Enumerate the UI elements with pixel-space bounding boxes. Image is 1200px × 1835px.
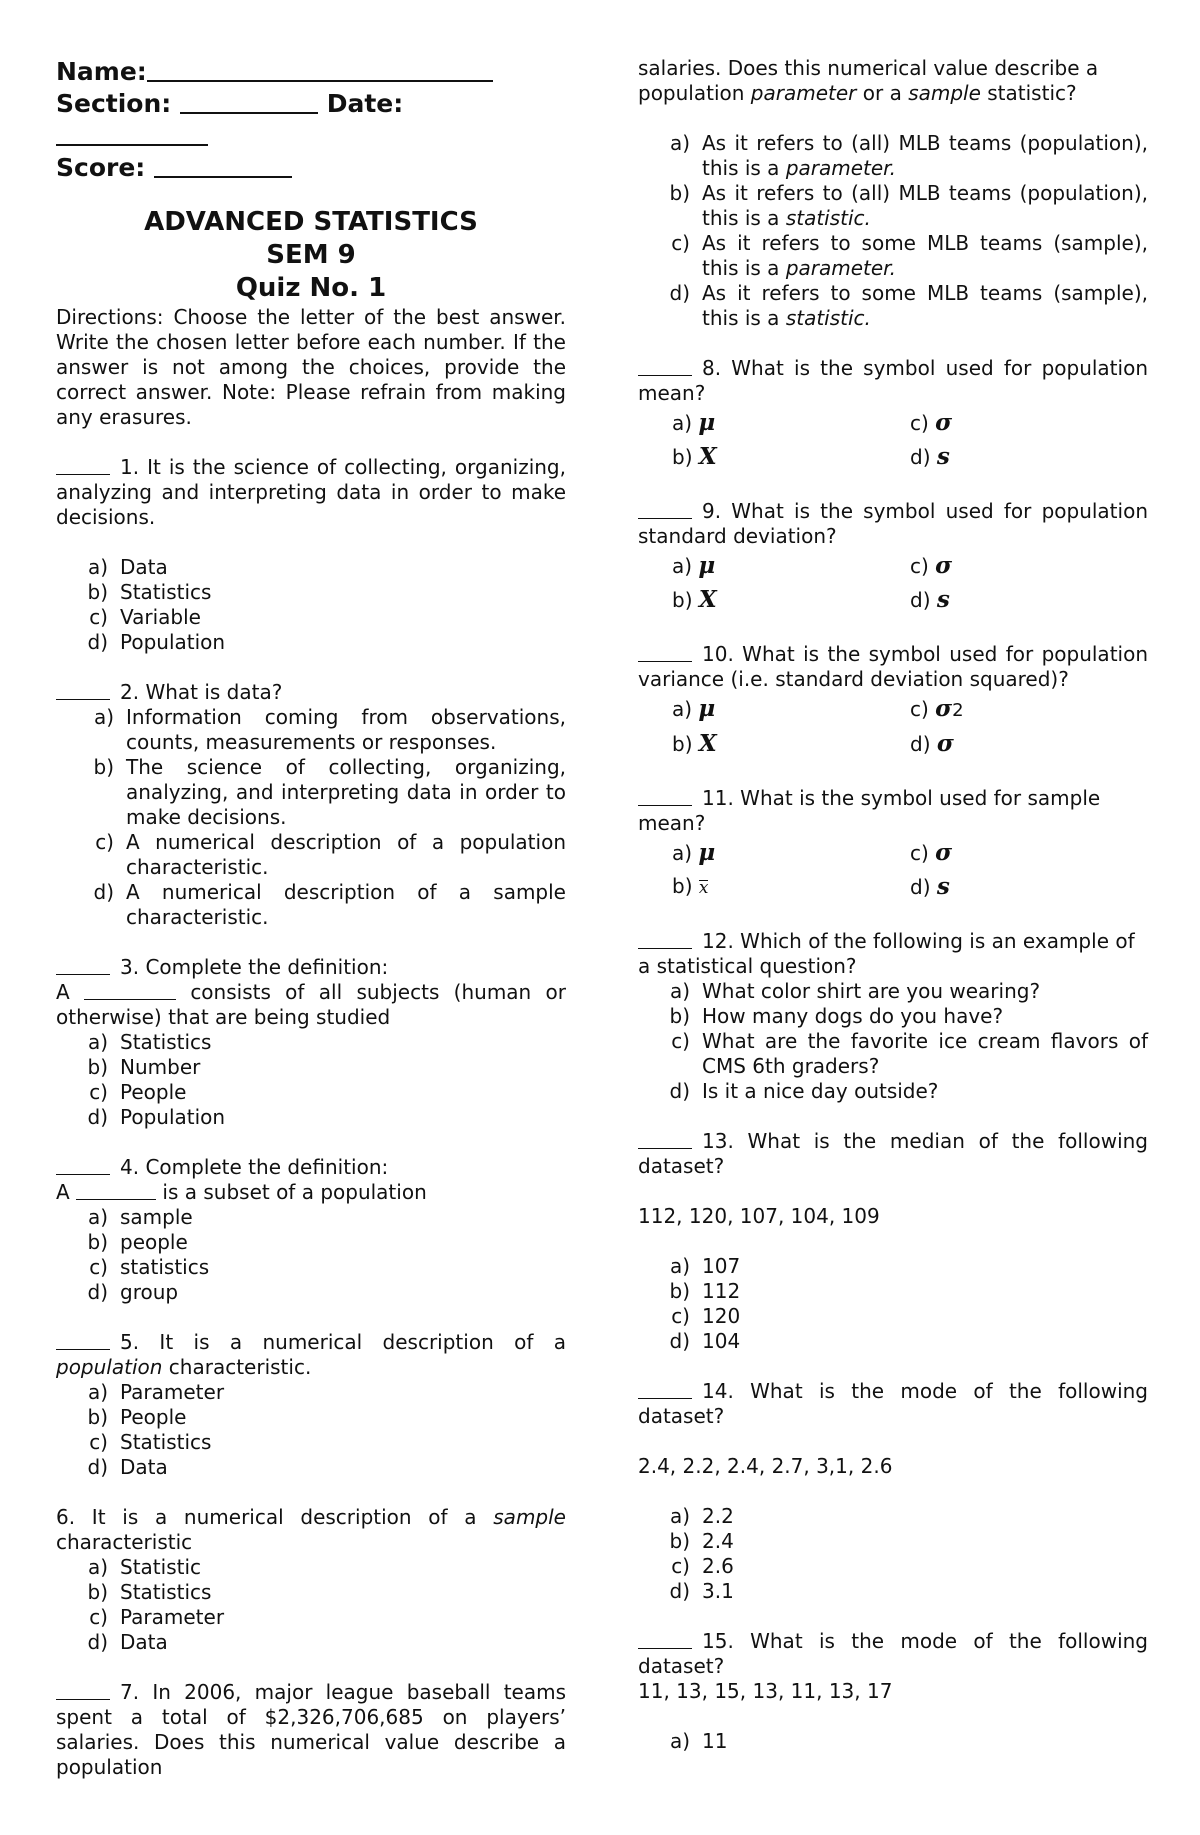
question-7-continued: salaries. Does this numerical value describe a population parameter or a sample statistic?: [638, 56, 1099, 105]
option: d) s: [910, 443, 950, 470]
name-line: [56, 56, 566, 88]
title-subject: ADVANCED STATISTICS: [144, 207, 478, 237]
x-bar-symbol: x: [698, 878, 709, 898]
option: d) 104: [669, 1329, 741, 1353]
question-14: 14. What is the mode of the following dataset?: [638, 1379, 1148, 1428]
question-3: [56, 955, 566, 980]
question-14-dataset: 2.4, 2.2, 2.4, 2.7, 3,1, 2.6: [638, 1454, 893, 1478]
option: b) The science of collecting, organizing, analyzing, and interpreting data in order to make decisions.: [93, 755, 566, 829]
option: b) people: [87, 1230, 188, 1254]
x-symbol: X: [698, 443, 717, 470]
sigma-symbol: σ: [935, 552, 953, 579]
x-symbol: X: [698, 730, 717, 757]
name-label: Name:: [56, 57, 147, 86]
option: b) X: [672, 730, 717, 757]
question-2-text: 2. What is data?: [120, 680, 283, 704]
option: d) s: [910, 586, 950, 613]
mu-symbol: μ: [698, 409, 716, 436]
answer-blank-7[interactable]: [56, 1681, 110, 1700]
question-4: [56, 1155, 566, 1180]
option: c) What are the favorite ice cream flavors of CMS 6th graders?: [671, 1029, 1148, 1078]
question-15: 15. What is the mode of the following dataset?: [638, 1629, 1148, 1678]
sigma-symbol: σ: [936, 730, 954, 757]
question-3-text: 3. Complete the definition:: [120, 955, 389, 979]
score-label: Score:: [56, 153, 146, 182]
question-5: 5. It is a numerical description of a population characteristic.: [56, 1330, 566, 1379]
option: a) μ: [672, 552, 716, 579]
option: c) 120: [671, 1304, 741, 1328]
date-blank[interactable]: [56, 122, 208, 146]
option: c) Parameter: [89, 1605, 225, 1629]
option: a) 107: [669, 1254, 741, 1278]
section-date-line: [56, 88, 566, 120]
option: b) x: [672, 874, 709, 898]
option: b) X: [672, 443, 717, 470]
score-line: [56, 152, 566, 184]
question-15-dataset: 11, 13, 15, 13, 11, 13, 17: [638, 1679, 893, 1703]
question-1: [56, 455, 566, 530]
option: c) 2.6: [671, 1554, 734, 1578]
question-1-text: 1. It is the science of collecting, organizing, analyzing and interpreting data in order to make decisions.: [56, 455, 566, 529]
option: c) σ: [910, 839, 953, 866]
question-3-definition: A consists of all subjects (human or otherwise) that are being studied: [56, 980, 567, 1029]
superscript-2: 2: [952, 700, 964, 721]
answer-blank-5[interactable]: [56, 1331, 110, 1350]
question-10-options: [638, 692, 1148, 761]
option: a) μ: [672, 839, 716, 866]
answer-blank-1[interactable]: [56, 456, 110, 475]
option: a) μ: [672, 695, 716, 722]
option: d) s: [910, 873, 950, 900]
question-12-options: [638, 979, 1148, 1104]
section-label: Section:: [56, 89, 172, 118]
option: a) As it refers to (all) MLB teams (population), this is a parameter.: [669, 131, 1148, 180]
left-column: [56, 56, 567, 1779]
option: d) Population: [87, 1105, 226, 1129]
answer-blank-14[interactable]: [638, 1380, 692, 1399]
option: d) Is it a nice day outside?: [669, 1079, 939, 1103]
question-4-definition: A is a subset of a population: [56, 1180, 427, 1204]
option: d) As it refers to some MLB teams (sample), this is a statistic.: [669, 281, 1148, 330]
answer-blank-8[interactable]: [638, 357, 692, 376]
question-1-options: [56, 555, 566, 655]
option: d) σ: [910, 730, 954, 757]
option: d) A numerical description of a sample characteristic.: [93, 880, 566, 929]
answer-blank-15[interactable]: [638, 1630, 692, 1649]
definition-blank-4[interactable]: [76, 1181, 156, 1200]
question-7-text: 7. In 2006, major league baseball teams spent a total of $2,326,706,685 on players’ salaries. Does this numerical value describe a population: [56, 1680, 566, 1779]
sigma-symbol: σ: [935, 695, 953, 722]
mu-symbol: μ: [698, 552, 716, 579]
option: a) Statistic: [87, 1555, 202, 1579]
question-4-options: [56, 1205, 566, 1305]
question-6: 6. It is a numerical description of a sample characteristic: [56, 1505, 566, 1554]
option: b) People: [87, 1405, 187, 1429]
question-5-options: [56, 1380, 566, 1480]
question-8: 8. What is the symbol used for population mean?: [638, 356, 1148, 405]
question-14-options: [638, 1504, 1148, 1604]
question-8-options: [638, 406, 1148, 474]
option: d) Population: [87, 630, 226, 654]
s-symbol: s: [936, 443, 950, 470]
right-column: [638, 56, 1148, 1754]
question-7: [56, 1680, 566, 1779]
option: b) How many dogs do you have?: [669, 1004, 1004, 1028]
option: b) Statistics: [87, 1580, 212, 1604]
option: b) 2.4: [669, 1529, 734, 1553]
option: c) As it refers to some MLB teams (sample), this is a parameter.: [671, 231, 1148, 280]
question-2-options: [56, 705, 566, 930]
option: a) 11: [669, 1729, 728, 1753]
option: b) Statistics: [87, 580, 212, 604]
answer-blank-2[interactable]: [56, 681, 110, 700]
question-11-options: [638, 836, 1148, 904]
answer-blank-9[interactable]: [638, 500, 692, 519]
option: c) Variable: [89, 605, 201, 629]
option: a) 2.2: [669, 1504, 734, 1528]
option: b) 112: [669, 1279, 741, 1303]
option: b) As it refers to (all) MLB teams (population), this is a statistic.: [669, 181, 1148, 230]
question-9: 9. What is the symbol used for population standard deviation?: [638, 499, 1148, 548]
section-blank[interactable]: [180, 90, 318, 114]
option: c) statistics: [89, 1255, 210, 1279]
option: c) A numerical description of a population characteristic.: [95, 830, 566, 879]
option: c) Statistics: [89, 1430, 212, 1454]
directions: Directions: Choose the letter of the best answer. Write the chosen letter before each number. If the answer is not among the choices, provide the correct answer. Note: Please refrain from making any erasures.: [56, 305, 566, 429]
option: a) μ: [672, 409, 716, 436]
sigma-symbol: σ: [935, 409, 953, 436]
answer-blank-3[interactable]: [56, 956, 110, 975]
option: a) Statistics: [87, 1030, 212, 1054]
answer-blank-11[interactable]: [638, 787, 692, 806]
score-blank[interactable]: [154, 154, 292, 178]
question-2: [56, 680, 566, 705]
question-4-text: 4. Complete the definition:: [120, 1155, 389, 1179]
date-blank-line: [56, 120, 566, 152]
option: d) Data: [87, 1630, 168, 1654]
answer-blank-4[interactable]: [56, 1156, 110, 1175]
question-11: 11. What is the symbol used for sample mean?: [638, 786, 1101, 835]
option: c) σ: [910, 409, 953, 436]
sigma-symbol: σ: [935, 839, 953, 866]
question-13: 13. What is the median of the following dataset?: [638, 1129, 1148, 1178]
name-blank[interactable]: [147, 58, 493, 82]
answer-blank-12[interactable]: [638, 930, 692, 949]
question-3-options: [56, 1030, 566, 1130]
mu-symbol: μ: [698, 839, 716, 866]
question-13-options: [638, 1254, 1148, 1354]
option: a) Parameter: [87, 1380, 225, 1404]
answer-blank-13[interactable]: [638, 1130, 692, 1149]
question-13-dataset: 112, 120, 107, 104, 109: [638, 1204, 880, 1228]
option: d) 3.1: [669, 1579, 734, 1603]
option: a) sample: [87, 1205, 193, 1229]
s-symbol: s: [936, 586, 950, 613]
option: a) What color shirt are you wearing?: [669, 979, 1041, 1003]
question-10: 10. What is the symbol used for population variance (i.e. standard deviation squared)?: [638, 642, 1148, 691]
option: b) Number: [87, 1055, 201, 1079]
x-symbol: X: [698, 586, 717, 613]
s-symbol: s: [936, 873, 950, 900]
option: d) group: [87, 1280, 179, 1304]
answer-blank-10[interactable]: [638, 643, 692, 662]
option: c) σ: [910, 552, 953, 579]
title-sem: SEM 9: [266, 240, 356, 270]
question-12: 12. Which of the following is an example of a statistical question?: [638, 929, 1135, 978]
question-6-options: [56, 1555, 566, 1655]
definition-blank-3[interactable]: [84, 981, 176, 1000]
option: c) People: [89, 1080, 187, 1104]
option: a) Data: [87, 555, 168, 579]
date-label: Date:: [326, 89, 404, 118]
question-15-options: [638, 1729, 1148, 1754]
question-7-options: [638, 131, 1148, 331]
question-9-options: [638, 549, 1148, 617]
option: a) Information coming from observations, counts, measurements or responses.: [93, 705, 566, 754]
title-quiz: Quiz No. 1: [235, 273, 387, 303]
option: d) Data: [87, 1455, 168, 1479]
option: c) σ2: [910, 695, 964, 722]
mu-symbol: μ: [698, 695, 716, 722]
option: b) X: [672, 586, 717, 613]
